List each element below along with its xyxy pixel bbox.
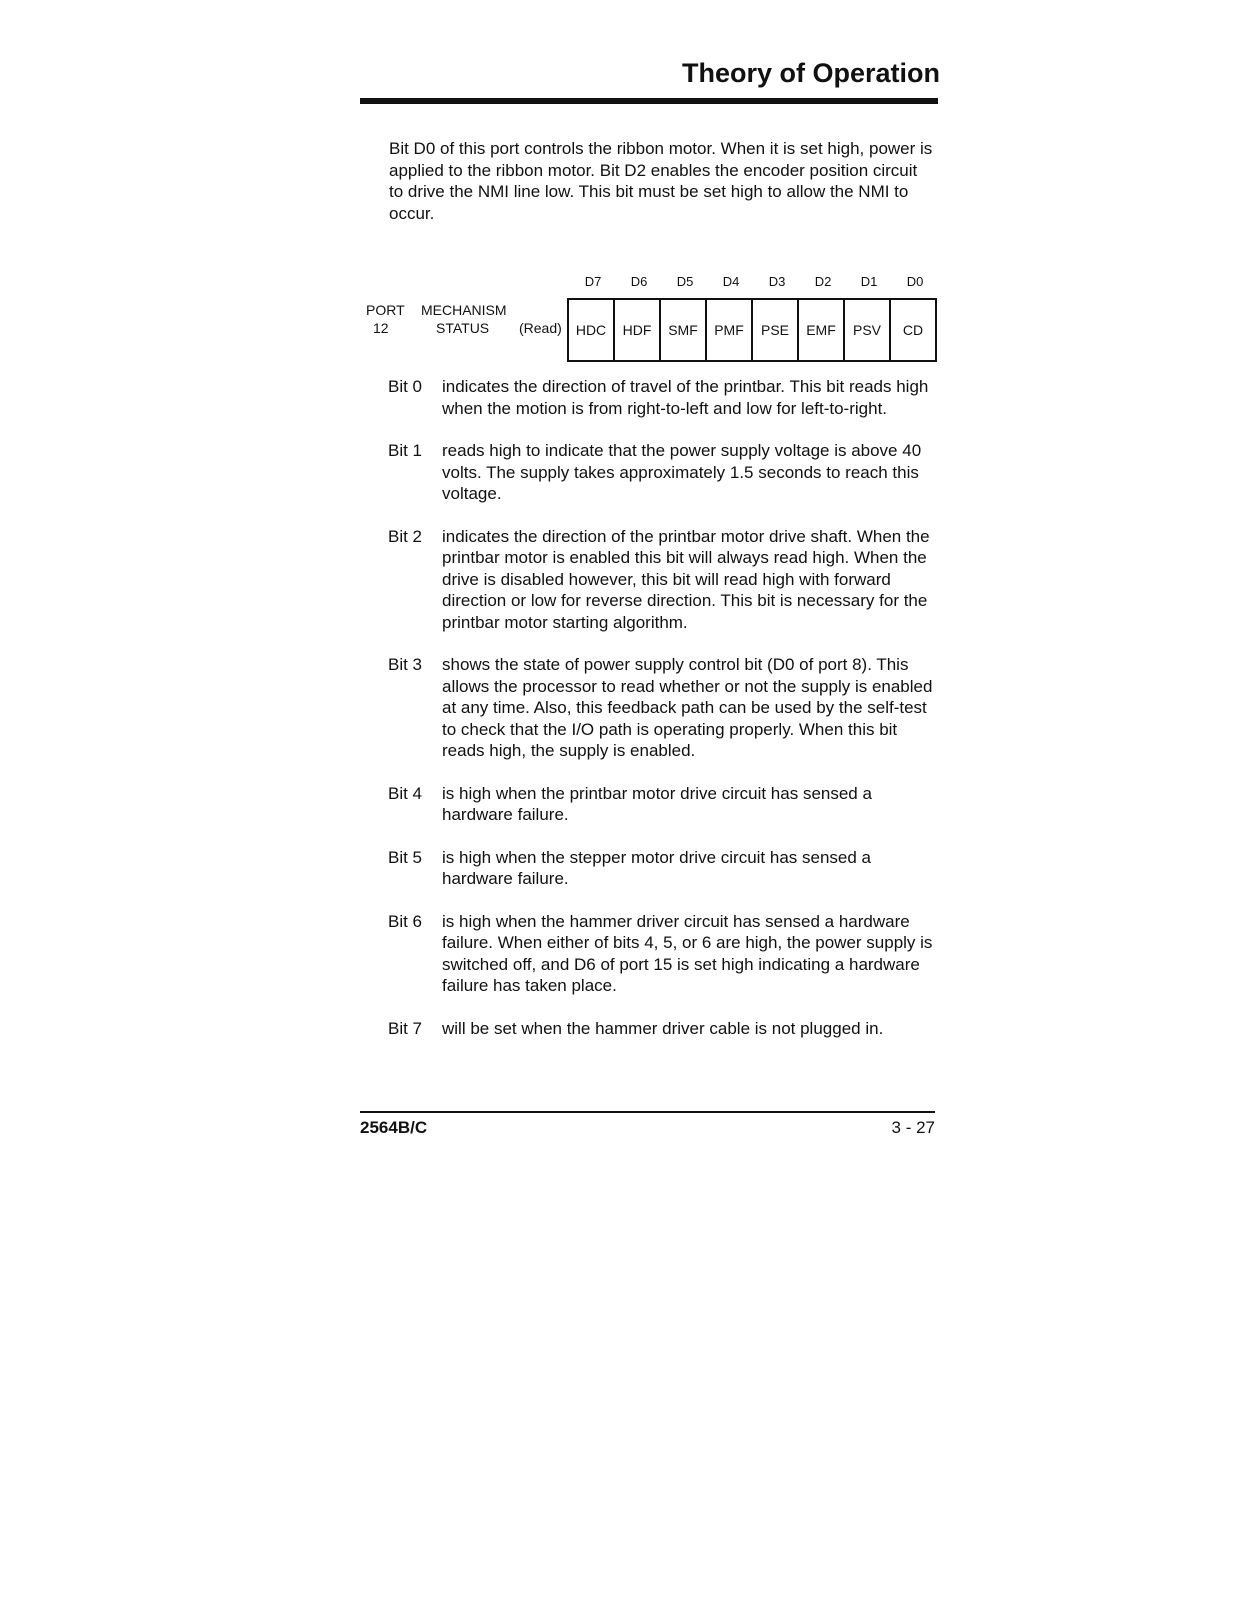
field-pmf: PMF — [706, 299, 752, 361]
field-hdf: HDF — [614, 299, 660, 361]
bit-description: reads high to indicate that the power supply voltage is above 40 volts. The supply takes approximately 1.5 seconds to reach this voltage. — [442, 441, 922, 503]
bit-entry — [388, 911, 940, 997]
field-smf: SMF — [660, 299, 706, 361]
field-psv: PSV — [844, 299, 890, 361]
bit-label-d4: D4 — [722, 274, 740, 289]
bit-description: is high when the printbar motor drive circuit has sensed a hardware failure. — [442, 783, 872, 824]
bit-label: Bit 7 — [388, 1018, 423, 1038]
intro-paragraph: Bit D0 of this port controls the ribbon motor. When it is set high, power is applied to the ribbon motor. Bit D2 enables the encoder position circuit to drive the NMI line low. This bit must be set high to allow the NMI to occur. — [389, 139, 933, 223]
bit-label-d7: D7 — [584, 274, 602, 289]
bit-label: Bit 2 — [388, 526, 423, 546]
bit-description: shows the state of power supply control bit (D0 of port 8). This allows the processor to read whether or not the supply is enabled at any time. Also, this feedback path can be used by the self-test to check that the I/O path is operating properly. When this bit reads high, the supply is enabled. — [442, 655, 933, 760]
bit-description: will be set when the hammer driver cable is not plugged in. — [442, 1018, 884, 1038]
bit-entry — [388, 654, 940, 762]
bit-label: Bit 6 — [388, 911, 423, 931]
document-id: 2564B/C — [360, 1118, 428, 1137]
register-access: (Read) — [519, 320, 562, 336]
footer-rule — [360, 1111, 935, 1113]
field-hdc: HDC — [568, 299, 614, 361]
page-title: Theory of Operation — [681, 58, 940, 88]
bit-label-d0: D0 — [906, 274, 924, 289]
bit-entry — [388, 1018, 940, 1040]
bit-label-d2: D2 — [814, 274, 832, 289]
port-number: 12 — [373, 320, 389, 336]
bit-label: Bit 3 — [388, 655, 423, 674]
bit-label-d5: D5 — [676, 274, 694, 289]
bit-entry — [388, 847, 940, 890]
bit-entry — [388, 526, 940, 634]
bit-label-d1: D1 — [860, 274, 878, 289]
bit-description: indicates the direction of travel of the printbar. This bit reads high when the motion is from right-to-left and low for left-to-right. — [442, 377, 929, 418]
field-cd: CD — [890, 299, 936, 361]
register-name-line2: STATUS — [436, 320, 490, 336]
bit-entry — [388, 440, 940, 505]
bit-description: indicates the direction of the printbar motor drive shaft. When the printbar motor is enabled this bit will always read high. When the drive is disabled however, this bit will read high with forward direction or low for reverse direction. This bit is necessary for the printbar motor starting algorithm. — [442, 526, 930, 632]
header-rule — [360, 98, 938, 104]
bit-entry — [388, 376, 940, 419]
bit-label: Bit 4 — [388, 783, 423, 803]
bit-label: Bit 0 — [388, 377, 423, 396]
field-pse: PSE — [752, 299, 798, 361]
bit-description: is high when the stepper motor drive circuit has sensed a hardware failure. — [442, 847, 872, 888]
register-name-line1: MECHANISM — [421, 302, 507, 318]
bit-label-d3: D3 — [768, 274, 786, 289]
register-bit-table — [567, 298, 937, 362]
bit-label: Bit 5 — [388, 847, 423, 867]
bit-description: is high when the hammer driver circuit has sensed a hardware failure. When either of bits 4, 5, or 6 are high, the power supply is switched off, and D6 of port 15 is set high indicating a hardware failure has taken place. — [442, 911, 933, 995]
port-label: PORT — [366, 302, 405, 318]
bit-label: Bit 1 — [388, 441, 423, 460]
bit-descriptions — [388, 376, 940, 1060]
field-emf: EMF — [798, 299, 844, 361]
bit-label-d6: D6 — [630, 274, 648, 289]
bit-entry — [388, 783, 940, 826]
page-number: 3 - 27 — [891, 1118, 935, 1137]
